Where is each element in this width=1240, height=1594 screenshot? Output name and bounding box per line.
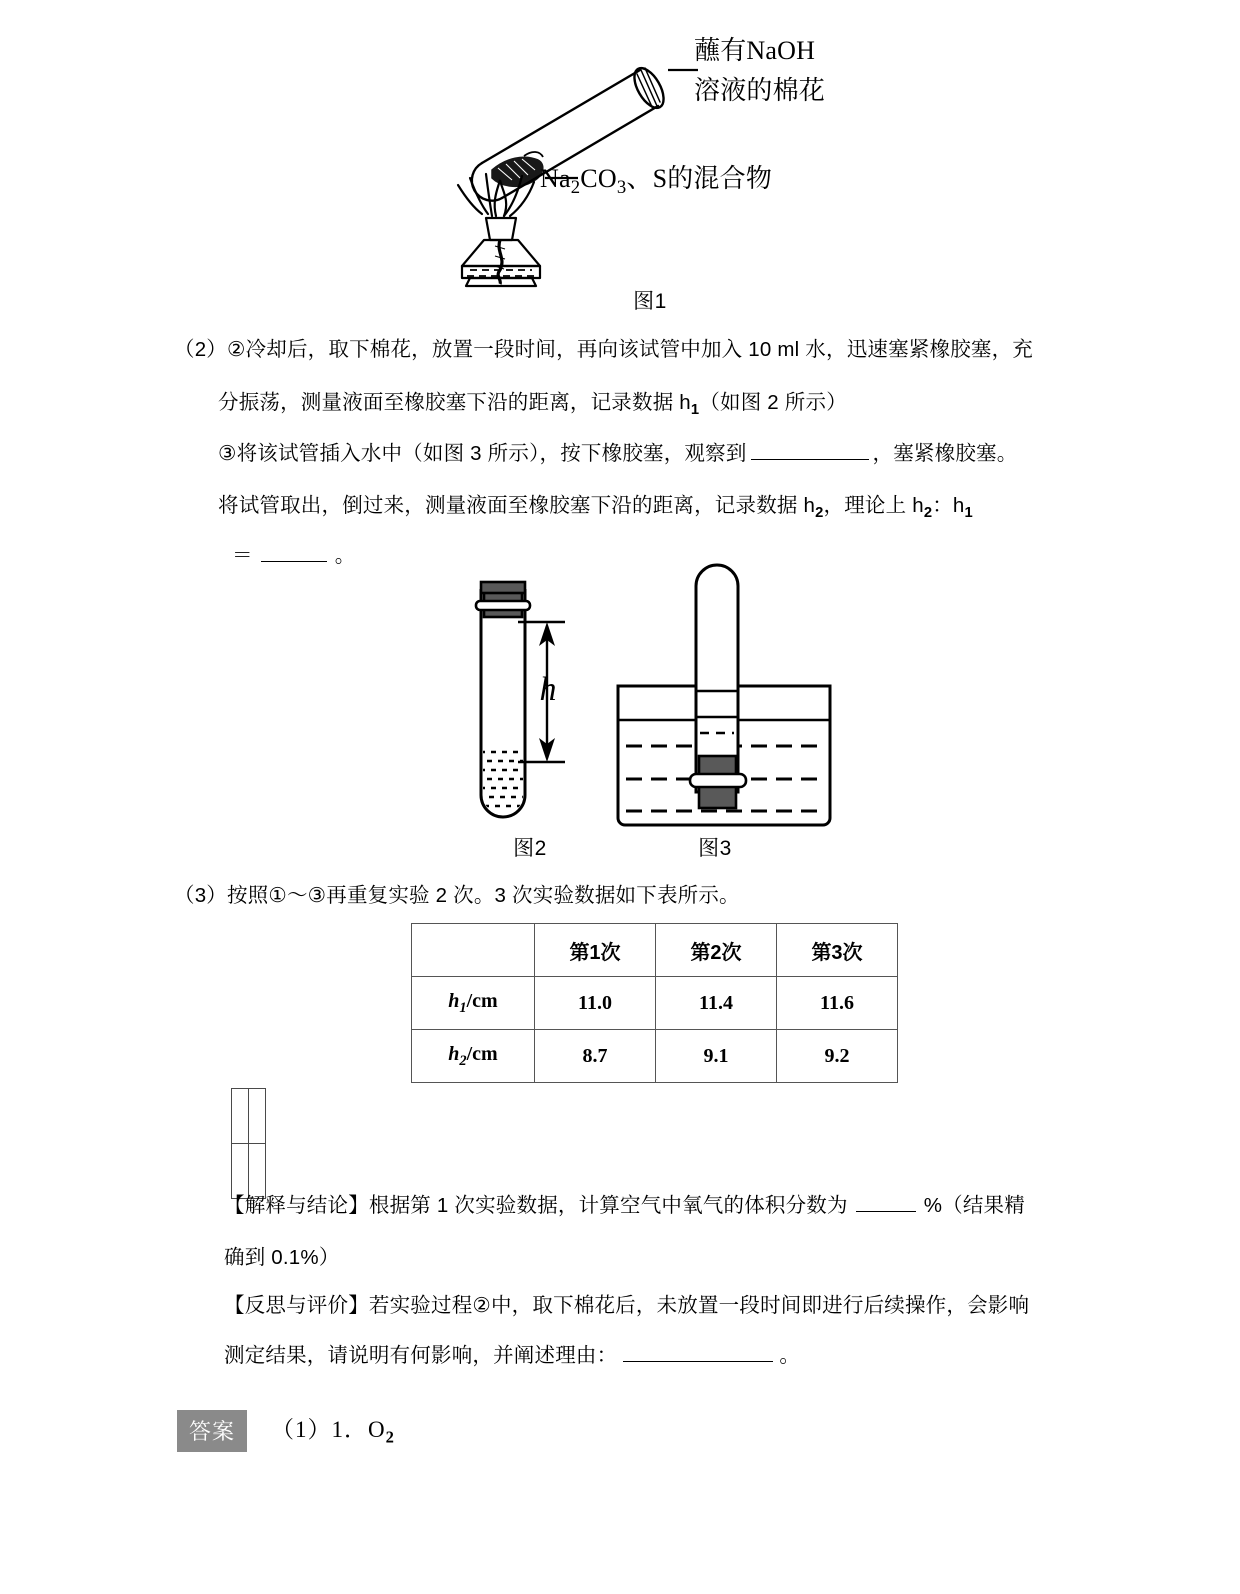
h1-symbol: h (448, 989, 460, 1012)
reflection-line-2 (224, 1346, 800, 1367)
answer-section (177, 1410, 395, 1452)
experiment-data-table (411, 923, 898, 1083)
empty-grid-cell (232, 1144, 249, 1199)
empty-grid-cell (249, 1144, 266, 1199)
cell-h2-trial-3: 9.2 (777, 1030, 898, 1083)
table-rowhead-h2 (412, 1030, 535, 1083)
q2-line-4-sub3: 1 (964, 505, 973, 522)
figure-1-apparatus (0, 0, 1240, 315)
table-corner-cell (412, 924, 535, 977)
answer-text (271, 1411, 395, 1448)
label-cotton-line2: 溶液的棉花 (694, 76, 826, 105)
q2-line-2-a: 分振荡，测量液面至橡胶塞下沿的距离，记录数据 h (218, 391, 691, 414)
h1-subscript: 1 (459, 999, 467, 1016)
empty-grid-row (232, 1089, 266, 1144)
conclusion-line-1-a: 【解释与结论】根据第 1 次实验数据，计算空气中氧气的体积分数为 (224, 1194, 848, 1217)
q2-line-5-equals: ＝ (232, 544, 253, 567)
q2-line-3 (218, 444, 1017, 465)
figure-1-caption: 图1 (633, 290, 667, 313)
q2-line-2-b: （如图 2 所示） (699, 391, 847, 414)
height-symbol-h: h (539, 671, 557, 708)
h2-subscript: 2 (459, 1052, 467, 1069)
q2-line-4-c: ：h (932, 494, 965, 517)
h1-unit: /cm (466, 989, 498, 1012)
conclusion-line-1-b: %（结果精 (923, 1194, 1025, 1217)
answer-text-subscript: 2 (385, 1427, 395, 1447)
q2-line-4-a: 将试管取出，倒过来，测量液面至橡胶塞下沿的距离，记录数据 h (218, 494, 816, 517)
label-mixture-co: CO (580, 164, 617, 193)
label-mixture-rest: 、S的混合物 (626, 164, 773, 193)
fig2-test-tube (476, 582, 565, 817)
q2-line-4-sub2: 2 (923, 505, 933, 522)
q3-line-1: （3）按照①～③再重复实验 2 次。3 次实验数据如下表所示。 (174, 884, 740, 907)
q2-line-1: （2）②冷却后，取下棉花，放置一段时间，再向该试管中加入 10 ml 水，迅速塞紧橡胶塞，充 (174, 338, 1033, 361)
table-row (412, 1030, 898, 1083)
label-cotton-line1: 蘸有NaOH (694, 36, 816, 65)
empty-grid-cell (249, 1089, 266, 1144)
label-mixture-na: Na (540, 164, 571, 193)
h2-unit: /cm (466, 1042, 498, 1065)
q2-blank-observation[interactable] (751, 459, 869, 460)
conclusion-blank-percentage[interactable] (856, 1211, 916, 1212)
h2-symbol: h (448, 1042, 460, 1065)
answer-text-main: （1）1．O (271, 1417, 386, 1442)
table-row (412, 977, 898, 1030)
q2-line-3-b: ，塞紧橡胶塞。 (872, 442, 1018, 465)
q2-line-3-a: ③将该试管插入水中（如图 3 所示），按下橡胶塞，观察到 (218, 442, 747, 465)
q2-line-5 (232, 546, 355, 567)
table-rowhead-h1 (412, 977, 535, 1030)
empty-grid-row (232, 1144, 266, 1199)
q2-line-4-sub1: 2 (815, 505, 824, 522)
label-mixture-sub1: 2 (570, 177, 581, 199)
figure-2-caption: 图2 (513, 837, 547, 860)
label-mixture (540, 166, 772, 198)
reflection-line-2-b: 。 (779, 1344, 801, 1367)
empty-grid-box (231, 1088, 266, 1199)
figure-3-caption: 图3 (698, 837, 732, 860)
q2-line-4 (218, 496, 973, 521)
label-mixture-sub2: 3 (616, 177, 627, 199)
reflection-blank-reason[interactable] (623, 1361, 773, 1362)
q2-line-5-period: 。 (334, 544, 356, 567)
figures-2-and-3-diagram (440, 560, 840, 835)
answer-badge: 答案 (177, 1410, 247, 1452)
empty-grid-cell (232, 1089, 249, 1144)
table-header-row (412, 924, 898, 977)
cell-h1-trial-2: 11.4 (656, 977, 777, 1030)
reflection-line-2-a: 测定结果，请说明有何影响，并阐述理由： (224, 1344, 618, 1367)
q2-line-4-b: ，理论上 h (823, 494, 924, 517)
q2-line-2-sub: 1 (690, 402, 700, 419)
cell-h1-trial-3: 11.6 (777, 977, 898, 1030)
table-header-trial-1: 第1次 (535, 924, 656, 977)
cell-h2-trial-1: 8.7 (535, 1030, 656, 1083)
reflection-line-1: 【反思与评价】若实验过程②中，取下棉花后，未放置一段时间即进行后续操作，会影响 (224, 1294, 1030, 1317)
cell-h1-trial-1: 11.0 (535, 977, 656, 1030)
cell-h2-trial-2: 9.1 (656, 1030, 777, 1083)
q2-line-2 (218, 393, 847, 418)
conclusion-line-2: 确到 0.1%） (224, 1246, 340, 1269)
conclusion-line-1 (224, 1196, 1025, 1217)
table-header-trial-3: 第3次 (777, 924, 898, 977)
q2-blank-ratio[interactable] (261, 561, 327, 562)
fig3-tube-in-water (618, 565, 830, 825)
table-header-trial-2: 第2次 (656, 924, 777, 977)
